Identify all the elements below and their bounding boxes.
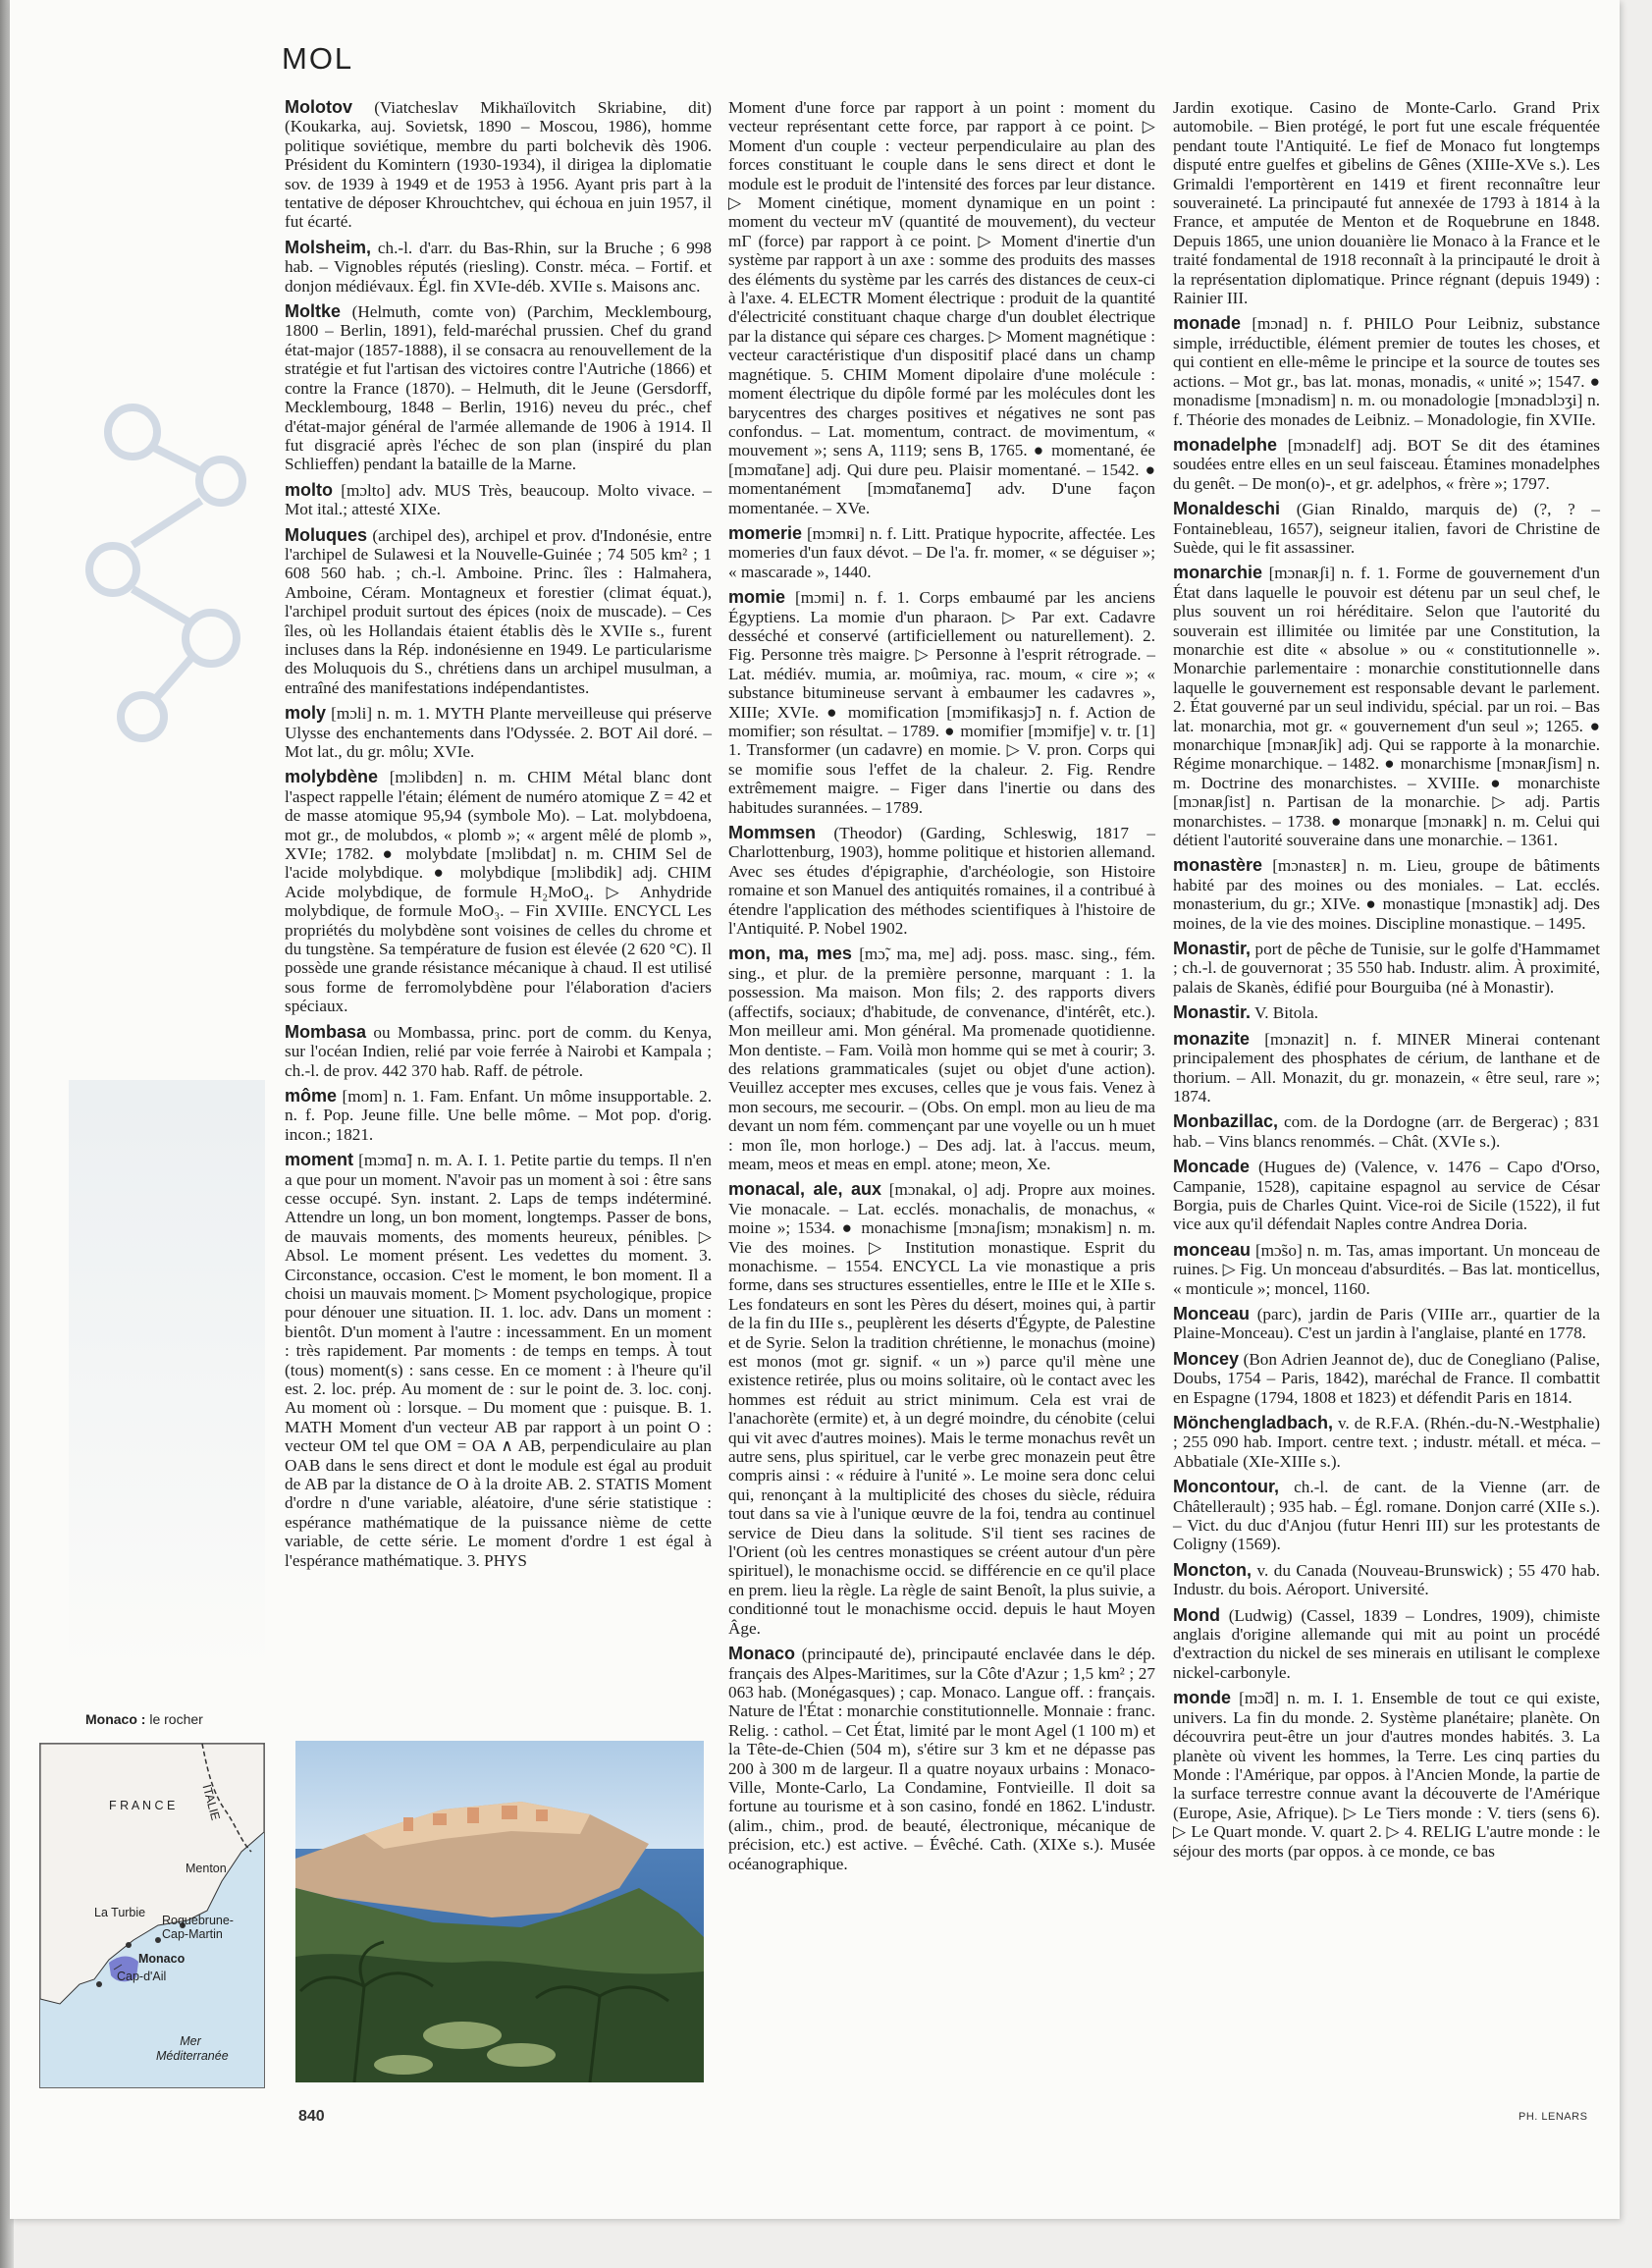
entry-paragraph xyxy=(1173,98,1600,307)
entry-headword: Moncey xyxy=(1173,1348,1240,1369)
entry-body: [mɔmɑ̃] n. m. A. I. 1. Petite partie du temps. Il n'en a que pour un moment. N'avoir pas un moment à soi : être sans cesse occupé. Syn. instant. 2. Laps de temps indéterminé. Attendre un long, un bon moment, longtemps. Passer de bons, de mauvais moments, des moments heureux, pénibles. ▷ Absol. Le moment présent. Les vedettes du moment. 3. Circonstance, occasion. C'est le moment, le bon moment. Il a choisi un mauvais moment. ▷ Moment psychologique, propice pour dénouer une situation. II. 1. loc. adv. Dans un moment : bientôt. D'un moment à l'autre : incessamment. En un moment : très rapidement. Par moments : de temps en temps. À tout (tous) moment(s) : sans cesse. En ce moment : à l'heure qu'il est. 2. loc. prép. Au moment de : sur le point de. 3. loc. conj. Au moment où : lorsque. – Du moment que : puisque. B. 1. MATH Moment d'un vecteur AB par rapport à un point O : vecteur OM tel que OM = OA ∧ AB, perpendiculaire au plan OAB dans le sens direct et dont le module est égal au produit de AB par la distance de O à la droite AB. 2. STATIS Moment d'ordre n d'une variable, aléatoire, d'une série statistique : espérance mathématique de la puissance nième de cette variable, de cette série. Le moment d'ordre 1 est égal à l'espérance mathématique. 3. PHYS xyxy=(285,1151,712,1570)
entry-headword: môme xyxy=(285,1085,338,1106)
entry-body: ch.-l. d'arr. du Bas-Rhin, sur la Bruche ; 6 998 hab. – Vignobles réputés (riesling). Constr. méca. – Fortif. et donjon médiévaux. Égl. fin XVIe-déb. XVIIe s. Maisons anc. xyxy=(285,238,712,296)
entry-body: V. Bitola. xyxy=(1251,1003,1319,1023)
entry-headword: Molotov xyxy=(285,97,352,117)
dictionary-entry xyxy=(1173,1030,1600,1107)
entry-headword: monacal, ale, aux xyxy=(728,1179,881,1200)
entry-headword: Mommsen xyxy=(728,823,817,843)
entry-body: [mɔ̃, ma, me] adj. poss. masc. sing., fém. sing., et plur. de la première personne, marquant : 1. la possession. Ma maison. Mon fils; 2. des rapports divers (affectifs, sociaux; d'habitude, de convenance, d'intérêt, etc.). Mon meilleur ami. Mon général. Ma promenade quotidienne. Mon dentiste. – Fam. Voilà mon homme qui se met à courir; 3. des relations grammaticales (sujet ou objet d'une action). Veuillez accepter mes excuses, celles que je vous fais. Venez à mon secours, me secourir. – (Obs. On empl. mon au lieu de ma devant un nom fém. commençant par une voyelle ou un h muet : mon île, mon horloge.) – Des adj. lat. à l'accus. meum, meam, meos et meas en empl. atone; meon, Xe. xyxy=(728,945,1155,1173)
entry-headword: momerie xyxy=(728,522,803,543)
entry-body: (Theodor) (Garding, Schleswig, 1817 – Charlottenburg, 1903), homme politique et historien allemand. Avec ses études d'épigraphie, d'archéologie, son Histoire romaine et son Manuel des antiquités romaines, il a contribué à étendre l'application des méthodes scientifiques à l'histoire de l'Antiquité. P. Nobel 1902. xyxy=(728,824,1155,939)
entry-headword: monde xyxy=(1173,1688,1232,1708)
entry-body: ou Mombassa, princ. port de comm. du Kenya, sur l'océan Indien, relié par voie ferrée à Nairobi et Kampala ; ch.-l. de prov. 442 370 hab. Raff. de pétrole. xyxy=(285,1022,712,1080)
entry-body: [mom] n. 1. Fam. Enfant. Un môme insupportable. 2. n. f. Pop. Jeune fille. Une belle môme. – Mot pop. d'orig. incon.; 1821. xyxy=(285,1086,712,1144)
entry-paragraph xyxy=(1173,1478,1600,1554)
entry-paragraph xyxy=(1173,1561,1600,1599)
map-label-italie: ITALIE xyxy=(199,1783,223,1822)
entry-paragraph xyxy=(1173,1606,1600,1683)
entry-body: [mɔ̃d] n. m. I. 1. Ensemble de tout ce qui existe, univers. La fin du monde. 2. Système planétaire; planète. On découvrira peut-être un jour d'autres mondes habités. 3. La planète où vivent les hommes, la Terre. Les cinq parties du Monde : l'Amérique, par oppos. à l'Ancien Monde, la partie de la surface terrestre connue avant la découverte de l'Amérique (Europe, Asie, Afrique). ▷ Le Tiers monde : V. tiers (sens 6). ▷ Le Quart monde. V. quart 2. ▷ 4. RELIG L'autre monde : le séjour des morts (par oppos. à ce monde, ce bas xyxy=(1173,1689,1600,1861)
entry-headword: monarchie xyxy=(1173,563,1263,583)
entry-headword: molto xyxy=(285,479,333,500)
map-label-menton: Menton xyxy=(186,1862,227,1875)
entry-headword: Monceau xyxy=(1173,1303,1251,1323)
dictionary-entry xyxy=(1173,1112,1600,1151)
entry-paragraph xyxy=(728,98,1155,517)
dictionary-entry xyxy=(285,239,712,296)
entry-paragraph xyxy=(1173,1003,1600,1022)
dictionary-entry xyxy=(728,824,1155,938)
entry-paragraph xyxy=(1173,1112,1600,1151)
monaco-rock-photo xyxy=(295,1741,704,2082)
entry-body: (parc), jardin de Paris (VIIIe arr., quartier de la Plaine-Monceau). C'est un jardin à l'anglaise, planté en 1778. xyxy=(1173,1304,1600,1343)
page-number: 840 xyxy=(298,2108,325,2125)
column-1 xyxy=(285,98,712,1708)
dictionary-entry xyxy=(1173,98,1600,307)
map-label-la-turbie: La Turbie xyxy=(94,1906,146,1919)
dictionary-page xyxy=(10,0,1620,2219)
entry-paragraph xyxy=(285,768,712,1015)
entry-paragraph xyxy=(1173,1158,1600,1234)
entry-headword: moment xyxy=(285,1150,354,1170)
dictionary-entry xyxy=(285,302,712,474)
entry-body: [mɔnazit] n. f. MINER Minerai contenant principalement des phosphates de cérium, de lanthane et de thorium. – All. Monazit, du gr. monazein, « être seul, rare »; 1874. xyxy=(1173,1029,1600,1106)
map-label-roquebrune: Roquebrune-Cap-Martin xyxy=(162,1914,234,1941)
entry-body: (archipel des), archipel et prov. d'Indonésie, entre l'archipel de Sulawesi et la Nouvelle-Guinée ; 74 505 km² ; 1 608 560 hab. ; ch.-l. Amboine. Princ. îles : Halmahera, Amboine, Céram. Montagneux et forestier (climat équat.), l'archipel produit surtout des épices (noix de muscade). – Ces îles, où les Hollandais étaient établis dès le XVIIe s., furent incluses dans la Rép. indonésienne en 1949. Le particularisme des Moluquois du S., chrétiens dans un archipel musulman, a entraîné des manifestations indépendantistes. xyxy=(285,525,712,697)
entry-paragraph xyxy=(285,1151,712,1570)
dictionary-entry xyxy=(1173,1561,1600,1599)
entry-body: (Gian Rinaldo, marquis de) (?, ? – Fontainebleau, 1657), seigneur italien, favori de Christine de Suède, qui le fit assassiner. xyxy=(1173,500,1600,557)
dictionary-entry xyxy=(728,98,1155,517)
entry-body: [mɔnad] n. f. PHILO Pour Leibniz, substance simple, irréductible, élément premier de toutes les choses, et qui contient en elle-même le principe et la source de toutes ses actions. – Mot gr., bas lat. monas, monadis, « unité »; 1547. ● monadisme [mɔnadism] n. m. ou monadologie [mɔnadɔlɔʒi] n. f. Théorie des monades de Leibniz. – Monadologie, fin XVIIe. xyxy=(1173,314,1600,429)
map-label-france: F R A N C E xyxy=(109,1799,176,1812)
entry-headword: Moluques xyxy=(285,524,367,545)
entry-paragraph xyxy=(728,824,1155,938)
entry-headword: monastère xyxy=(1173,855,1263,876)
entry-headword: Moltke xyxy=(285,301,342,322)
entry-paragraph xyxy=(728,1180,1155,1638)
entry-paragraph xyxy=(1173,1689,1600,1861)
column-3 xyxy=(1173,98,1600,2081)
entry-body: [mɔlibdɛn] n. m. CHIM Métal blanc dont l'aspect rappelle l'étain; élément de numéro atomique Z = 42 et de masse atomique 95,94 (symbole Mo). – Lat. molybdoena, mot gr., de molubdos, « plomb »; « argent mêlé de plomb », XVIe; 1782. ● molybdate [mɔlibdat] n. m. CHIM Sel de l'acide molybdique. ● molybdique [mɔlibdik] adj. CHIM Acide molybdique, de formule H₂MoO₄. ▷ Anhydride molybdique, de formule MoO₃. – Fin XVIIIe. ENCYCL Les propriétés du molybdène sont voisines de celles du chrome et du tungstène. Sa température de fusion est élevée (2 620 °C). Il possède une grande résistance mécanique à chaud. Il est utilisé sous forme de ferromolybdène pour l'élaboration d'aciers spéciaux. xyxy=(285,768,712,1016)
entry-headword: monazite xyxy=(1173,1028,1251,1049)
entry-body: Moment d'une force par rapport à un point : moment du vecteur représentant cette force, par rapport à ce point. ▷ Moment d'un couple : vecteur perpendiculaire au plan des forces constituant le couple dans le sens direct et dont le module est le produit de l'intensité des forces par leur distance. ▷ Moment cinétique, moment dynamique en un point : moment du vecteur mV (quantité de mouvement), du vecteur mΓ (force) par rapport à ce point. ▷ Moment d'inertie d'un système par rapport à un axe : somme des produits des masses des éléments du système par les carrés des distances de ceux-ci à l'axe. 4. ELECTR Moment électrique : produit de la quantité d'électricité constituant chaque charge d'un doublet électrique par la distance qui sépare ces charges. ▷ Moment magnétique : vecteur caractéristique d'un dispositif placé dans un champ magnétique. 5. CHIM Moment dipolaire d'une molécule : moment électrique du dipôle formé par les molécules dont les barycentres des charges positives et négatives ne sont pas confondus. – Lat. momentum, contract. de movimentum, « mouvement »; sens A, 1119; sens B, 1765. ● momentané, ée [mɔmɑ̃tane] adj. Qui dure peu. Plaisir momentané. – 1542. ● momentanément [mɔmɑ̃tanemɑ̃] adv. D'une façon momentanée. – XVe. xyxy=(728,98,1155,517)
dictionary-entry xyxy=(1173,1478,1600,1554)
dictionary-entry xyxy=(1173,1158,1600,1234)
entry-body: [mɔ̃so] n. m. Tas, amas important. Un monceau de ruines. ▷ Fig. Un monceau d'absurdités. – Bas lat. monticellus, « monticule »; moncel, 1160. xyxy=(1173,1240,1600,1298)
map-label-cap-dail: Cap-d'Ail xyxy=(117,1970,167,1983)
entry-body: (Viatcheslav Mikhaïlovitch Skriabine, dit) (Koukarka, auj. Sovietsk, 1890 – Moscou, 1986), homme politique soviétique, membre du parti bolchevik dès 1906. Président du Komintern (1930-1934), il dirigea la diplomatie sov. de 1939 à 1949 et de 1953 à 1956. Ayant pris part à la tentative de déposer Khrouchtchev, qui échoua en juin 1957, il fut écarté. xyxy=(285,98,712,232)
entry-headword: Mönchengladbach, xyxy=(1173,1413,1334,1432)
dictionary-entry xyxy=(285,704,712,761)
entry-body: Jardin exotique. Casino de Monte-Carlo. Grand Prix automobile. – Bien protégé, le port fut une escale fréquentée pendant toute l'Antiquité. Le fief de Monaco fut longtemps disputé entre guelfes et gibelins de Gênes (XIIIe-XVe s.). Les Grimaldi l'emportèrent en 1419 et firent reconnaître leur souveraineté. La principauté fut annexée de 1793 à 1814 à la France, et amputée de Menton et de Roquebrune en 1848. Depuis 1865, une union douanière lie Monaco à la France et le traité fondamental de 1918 reconnaît à la principauté le droit à la représentation diplomatique. Prince régnant (depuis 1949) : Rainier III. xyxy=(1173,98,1600,308)
dictionary-entry xyxy=(728,588,1155,817)
entry-body: [mɔnakal, o] adj. Propre aux moines. Vie monacale. – Lat. ecclés. monachalis, de monachus, « moine »; 1534. ● monachisme [mɔnaʃism; mɔnakism] n. m. Vie des moines. ▷ Institution monastique. Esprit du monachisme. – 1554. ENCYCL La vie monastique a pris forme, dans ses structures essentielles, entre le IIIe et le XIIe s. Les fondateurs en sont les Pères du désert, moines qui, à partir de la fin du IIIe s., peuplèrent les déserts d'Égypte, de Palestine et de Syrie. Selon la tradition chrétienne, le monachus (moine) est monos (mot gr. signif. « un ») parce qu'il mène une existence retirée, plus ou moins solitaire, où le contact avec les hommes est réduit au strict minimum. Cela est vrai de l'anachorète (ermite) et, à un degré moindre, du cénobite (celui qui vit avec d'autres moines). Mais le terme monachus revêt un autre sens, plus spirituel, car le verbe grec monazein peut être compris ainsi : « réduire à l'unité ». Le moine sera donc celui qui, renonçant à la multiplicité des choses du siècle, réduira tout dans sa vie à l'unique œuvre de la foi, tendra au continuel service de Dieu dans la solitude. S'il tient ses racines de l'Orient (où les centres monastiques se créent autour d'un père spirituel), le monachisme occid. se différencie en ce qu'il place en prem. lieu la règle. La règle de saint Benoît, la plus suivie, a conditionné tout le monachisme occid. depuis le haut Moyen Âge. xyxy=(728,1180,1155,1638)
show-through-band xyxy=(69,1080,265,1669)
dictionary-entry xyxy=(728,1645,1155,1873)
entry-paragraph xyxy=(1173,1305,1600,1343)
entry-headword: Moncton, xyxy=(1173,1559,1252,1580)
entry-headword: Monaco xyxy=(728,1644,796,1664)
map-label-mer: Mer Méditerranée xyxy=(156,2034,229,2063)
dictionary-entry xyxy=(1173,314,1600,428)
dictionary-entry xyxy=(1173,1305,1600,1343)
entry-body: (Helmuth, comte von) (Parchim, Mecklembourg, 1800 – Berlin, 1891), feld-maréchal prussien. Chef du grand état-major (1857-1888), il se consacra au renouvellement de la stratégie et fut l'artisan des victoires contre l'Autriche (1866) et contre la France (1870). – Helmuth, dit le Jeune (Gersdorff, Mecklembourg, 1848 – Berlin, 1916) neveu du préc., chef d'état-major général de l'armée allemande de 1906 à 1914. Il fut disgracié après l'échec de son plan (inspiré du plan Schlieffen) pendant la bataille de la Marne. xyxy=(285,302,712,474)
entry-paragraph xyxy=(728,524,1155,581)
entry-headword: mon, ma, mes xyxy=(728,944,852,964)
dictionary-entry xyxy=(1173,1689,1600,1861)
show-through-diagram xyxy=(54,393,280,766)
entry-paragraph xyxy=(285,526,712,698)
entry-paragraph xyxy=(1173,1350,1600,1407)
entry-paragraph xyxy=(285,1087,712,1144)
entry-paragraph xyxy=(1173,564,1600,849)
entry-paragraph xyxy=(1173,856,1600,933)
entry-headword: molybdène xyxy=(285,767,379,787)
running-head: MOL xyxy=(282,41,354,76)
dictionary-entry xyxy=(285,481,712,519)
map-label-monaco: Monaco xyxy=(138,1952,186,1966)
dictionary-entry xyxy=(285,98,712,232)
entry-body: [mɔnastɛʀ] n. m. Lieu, groupe de bâtiments habité par des moines ou des moniales. – Lat. ecclés. monasterium, du gr.; XIVe. ● monastique [mɔnastik] adj. Des moines, de la vie des moines. Discipline monastique. – 1495. xyxy=(1173,856,1600,933)
entry-headword: momie xyxy=(728,587,786,608)
entry-paragraph xyxy=(1173,500,1600,557)
entry-headword: monade xyxy=(1173,313,1242,334)
entry-headword: moly xyxy=(285,703,327,724)
dictionary-entry xyxy=(285,1087,712,1144)
entry-body: [mɔmi] n. f. 1. Corps embaumé par les anciens Égyptiens. La momie d'un pharaon. ▷ Par ext. Cadavre desséché et conservé (artificiellement ou naturellement). 2. Fig. Personne très maigre. ▷ Personne à l'esprit rétrograde. – Lat. médiév. mumia, ar. moûmiya, rac. moum, « cire »; « substance bitumineuse servant à embaumer les cadavres », XIIIe; XVIe. ● momification [mɔmifikasjɔ̃] n. f. Action de momifier; son résultat. – 1789. ● momifier [mɔmifje] v. tr. [1] 1. Transformer (un cadavre) en momie. ▷ V. pron. Corps qui se momifie sous l'effet de la chaleur. 2. Fig. Rendre extrêmement maigre. – Figer dans l'inertie ou dans des habitudes surannées. – 1789. xyxy=(728,588,1155,817)
entry-paragraph xyxy=(285,704,712,761)
entry-paragraph xyxy=(728,588,1155,817)
dictionary-entry xyxy=(1173,1003,1600,1022)
entry-headword: Molsheim, xyxy=(285,237,372,257)
dictionary-entry xyxy=(1173,564,1600,849)
entry-paragraph xyxy=(285,302,712,474)
entry-body: (principauté de), principauté enclavée dans le dép. français des Alpes-Maritimes, sur la Côte d'Azur ; 1,5 km² ; 27 063 hab. (Monégasques) ; cap. Monaco. Langue off. : français. Nature de l'État : monarchie constitutionnelle. Monnaie : franc. Relig. : cathol. – Cet État, limité par le mont Agel (1 100 m) et la Tête-de-Chien (504 m), s'étire sur 3 km et ne dépasse pas 200 à 300 m de largeur. Il a quatre noyaux urbains : Monaco-Ville, Monte-Carlo, La Condamine, Fontvieille. Il doit sa fortune au tourisme et à son casino, fondé en 1862. L'industr. (alim., chim., prod. de beauté, électronique, mécanique de précision, etc.) est active. – Évêché. Cath. (XIXe s.). Musée océanographique. xyxy=(728,1645,1155,1873)
dictionary-entry xyxy=(1173,1350,1600,1407)
dictionary-entry xyxy=(1173,1606,1600,1683)
dictionary-entry xyxy=(1173,856,1600,933)
entry-paragraph xyxy=(1173,436,1600,493)
entry-paragraph xyxy=(285,481,712,519)
entry-paragraph xyxy=(285,239,712,296)
entry-headword: Monbazillac, xyxy=(1173,1111,1279,1132)
entry-paragraph xyxy=(285,98,712,232)
entry-headword: monceau xyxy=(1173,1239,1252,1260)
dictionary-entry xyxy=(1173,500,1600,557)
entry-body: [mɔnaʀʃi] n. f. 1. Forme de gouvernement d'un État dans laquelle le pouvoir est détenu par un seul chef, le plus souvent un roi héréditaire. Selon que l'autorité du souverain est illimitée ou limitée par une Constitution, la monarchie est dite « absolue » ou « constitutionnelle ». Monarchie parlementaire : monarchie constitutionnelle dans laquelle le gouvernement est responsable devant le parlement. 2. État gouverné par un seul individu, spécial. par un roi. – Bas lat. monarchia, mot gr. « gouvernement d'un seul »; 1265. ● monarchique [mɔnaʀʃik] adj. Qui se rapporte à la monarchie. Régime monarchique. – 1482. ● monarchisme [mɔnaʀʃism] n. m. Doctrine des monarchistes. – XVIIIe. ● monarchiste [mɔnaʀʃist] n. Partisan de la monarchie. ▷ adj. Partis monarchistes. – 1738. ● monarque [mɔnaʀk] n. m. Celui qui détient l'autorité souveraine dans une monarchie. – 1361. xyxy=(1173,564,1600,850)
entry-body: v. de R.F.A. (Rhén.-du-N.-Westphalie) ; 255 090 hab. Import. centre text. ; industr. métall. et méca. – Abbatiale (XIe-XIIIe s.). xyxy=(1173,1414,1600,1471)
entry-paragraph xyxy=(1173,1241,1600,1298)
entry-paragraph xyxy=(728,945,1155,1173)
entry-body: [mɔmʀi] n. f. Litt. Pratique hypocrite, affectée. Les momeries d'un faux dévot. – De l'a. fr. momer, « se déguiser »; « mascarade », 1440. xyxy=(728,523,1155,581)
entry-paragraph xyxy=(1173,1414,1600,1471)
monaco-map xyxy=(39,1743,265,2088)
entry-headword: Moncade xyxy=(1173,1157,1251,1177)
entry-body: v. du Canada (Nouveau-Brunswick) ; 55 470 hab. Industr. du bois. Aéroport. Université. xyxy=(1173,1560,1600,1599)
photo-credit: PH. LENARS xyxy=(1519,2111,1588,2123)
entry-body: (Bon Adrien Jeannot de), duc de Conegliano (Palise, Doubs, 1754 – Paris, 1842), maréchal de France. Il combattit en Espagne (1794, 1808 et 1823) et défendit Paris en 1814. xyxy=(1173,1349,1600,1407)
entry-body: ch.-l. de cant. de la Vienne (arr. de Châtellerault) ; 935 hab. – Égl. romane. Donjon carré (XIIe s.). – Vict. du duc d'Anjou (futur Henri III) sur les protestants de Coligny (1569). xyxy=(1173,1478,1600,1554)
dictionary-entry xyxy=(285,526,712,698)
entry-body: port de pêche de Tunisie, sur le golfe d'Hammamet ; ch.-l. de gouvernorat ; 35 550 hab. Industr. alim. À proximité, palais de Skanès, édifié pour Bourguiba (né à Monastir). xyxy=(1173,940,1600,997)
entry-paragraph xyxy=(728,1645,1155,1873)
entry-headword: Moncontour, xyxy=(1173,1477,1279,1497)
entry-body: [mɔnadɛlf] adj. BOT Se dit des étamines soudées entre elles en un seul faisceau. Étamines monadelphes du genêt. – De mon(o)-, et gr. adelphos, « frère »; 1797. xyxy=(1173,435,1600,493)
entry-headword: Monastir. xyxy=(1173,1002,1252,1023)
dictionary-entry xyxy=(285,1023,712,1080)
entry-headword: monadelphe xyxy=(1173,434,1278,455)
entry-body: [mɔli] n. m. 1. MYTH Plante merveilleuse qui préserve Ulysse des enchantements dans l'Odyssée. 2. BOT Ail doré. – Mot lat., du gr. môlu; XVIe. xyxy=(285,704,712,761)
entry-body: (Ludwig) (Cassel, 1839 – Londres, 1909), chimiste anglais d'origine allemande qui mit au point un procédé d'extraction du nickel de ses minerais en utilisant le complexe nickel-carbonyle. xyxy=(1173,1605,1600,1682)
entry-paragraph xyxy=(1173,314,1600,428)
map-caption-title: Monaco : xyxy=(85,1711,146,1727)
entry-headword: Mombasa xyxy=(285,1021,367,1042)
dictionary-entry xyxy=(285,768,712,1015)
dictionary-entry xyxy=(728,1180,1155,1638)
dictionary-entry xyxy=(728,524,1155,581)
dictionary-entry xyxy=(728,945,1155,1173)
entry-paragraph xyxy=(1173,940,1600,997)
entry-body: [mɔlto] adv. MUS Très, beaucoup. Molto vivace. – Mot ital.; attesté XIXe. xyxy=(285,480,712,519)
entry-body: com. de la Dordogne (arr. de Bergerac) ; 831 hab. – Vins blancs renommés. – Chât. (XVIe s.). xyxy=(1173,1112,1600,1151)
entry-paragraph xyxy=(285,1023,712,1080)
map-caption-text: le rocher xyxy=(145,1711,203,1727)
entry-body: (Hugues de) (Valence, v. 1476 – Capo d'Orso, Campanie, 1528), capitaine espagnol au service de César Borgia, puis de Charles Quint. Vice-roi de Sicile (1522), il fut vice aux qu'il défendait Naples contre Andrea Doria. xyxy=(1173,1158,1600,1234)
entry-headword: Monaldeschi xyxy=(1173,499,1281,519)
dictionary-entry xyxy=(1173,1414,1600,1471)
dictionary-entry xyxy=(1173,940,1600,997)
dictionary-entry xyxy=(1173,1241,1600,1298)
column-2 xyxy=(728,98,1155,2081)
entry-paragraph xyxy=(1173,1030,1600,1107)
map-caption xyxy=(85,1711,203,1727)
dictionary-entry xyxy=(1173,436,1600,493)
entry-headword: Monastir, xyxy=(1173,939,1252,959)
dictionary-entry xyxy=(285,1151,712,1570)
entry-headword: Mond xyxy=(1173,1604,1220,1625)
